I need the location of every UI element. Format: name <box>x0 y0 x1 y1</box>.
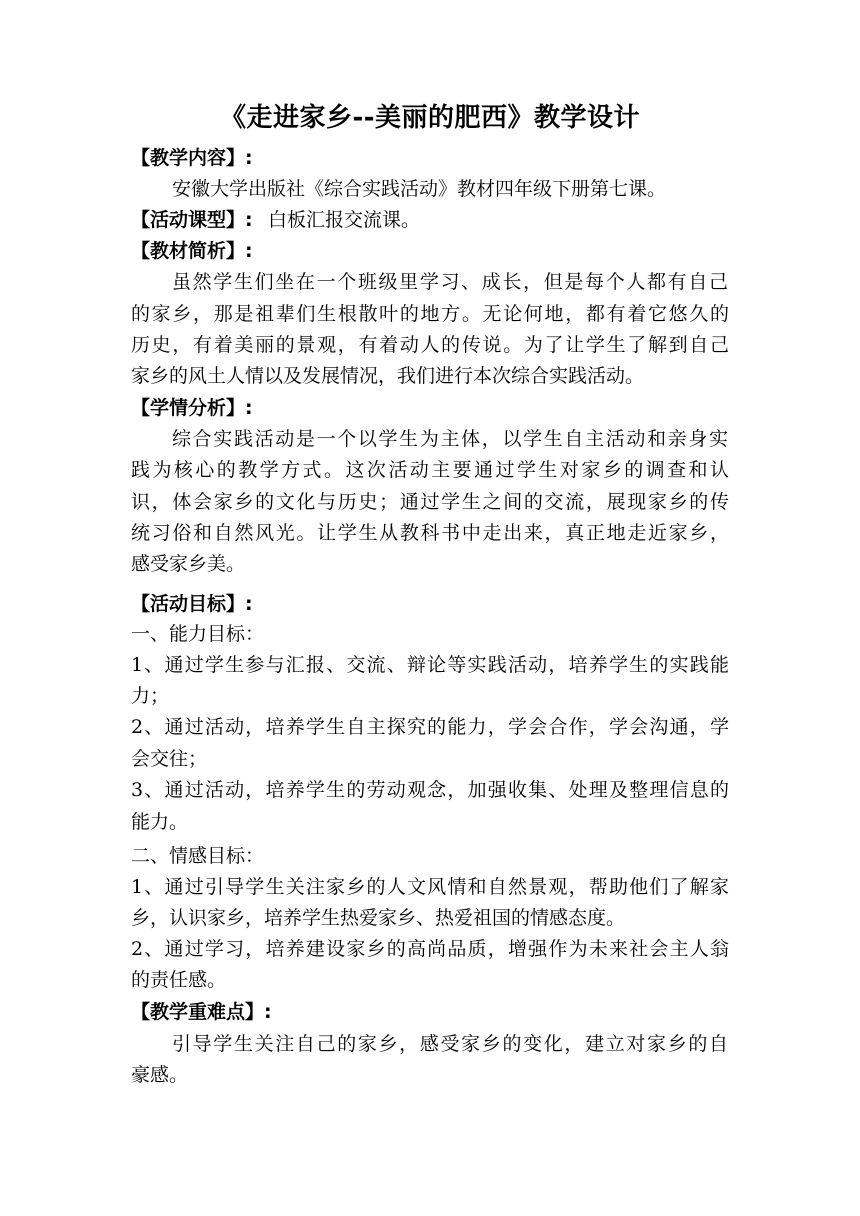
section-heading-material: 【教材简析】: <box>131 240 253 262</box>
material-paragraph-line: 家乡的风土人情以及发展情况，我们进行本次综合实践活动。 <box>131 365 645 387</box>
goal-item-line: 会交往； <box>131 748 208 770</box>
students-paragraph-line: 践为核心的教学方式。这次活动主要通过学生对家乡的调查和认 <box>131 459 729 481</box>
students-paragraph-line: 统习俗和自然风光。让学生从教科书中走出来，真正地走近家乡， <box>131 522 729 544</box>
goal-item-line: 1、通过引导学生关注家乡的人文风情和自然景观，帮助他们了解家 <box>131 876 729 898</box>
goal-item-line: 2、通过活动，培养学生自主探究的能力，学会合作，学会沟通，学 <box>131 716 729 738</box>
section-heading-students: 【学情分析】: <box>131 397 253 419</box>
ability-goals-title: 一、能力目标： <box>131 623 265 645</box>
goal-item-line: 能力。 <box>131 811 189 833</box>
content-text: 安徽大学出版社《综合实践活动》教材四年级下册第七课。 <box>172 178 667 200</box>
lesson-type-value: 白板汇报交流课。 <box>268 209 421 231</box>
goal-item-line: 乡，认识家乡，培养学生热爱家乡、热爱祖国的情感态度。 <box>131 907 626 929</box>
section-heading-lesson-type: 【活动课型】: <box>131 209 253 231</box>
goal-item-line: 2、通过学习，培养建设家乡的高尚品质，增强作为未来社会主人翁 <box>131 938 729 960</box>
section-heading-content: 【教学内容】: <box>131 147 253 169</box>
goal-item-line: 3、通过活动，培养学生的劳动观念，加强收集、处理及整理信息的 <box>131 779 729 801</box>
goal-item-line: 的责任感。 <box>131 969 227 991</box>
emotion-goals-title: 二、情感目标： <box>131 845 265 867</box>
section-heading-goals: 【活动目标】: <box>131 593 253 615</box>
key-points-line: 引导学生关注自己的家乡，感受家乡的变化，建立对家乡的自 <box>172 1033 728 1055</box>
material-paragraph-line: 虽然学生们坐在一个班级里学习、成长，但是每个人都有自己 <box>172 271 728 293</box>
students-paragraph-line: 感受家乡美。 <box>131 553 246 575</box>
goal-item-line: 力； <box>131 685 170 707</box>
section-heading-key-points: 【教学重难点】: <box>131 1001 272 1023</box>
goal-item-line: 1、通过学生参与汇报、交流、辩论等实践活动，培养学生的实践能 <box>131 654 729 676</box>
material-paragraph-line: 的家乡，那是祖辈们生根散叶的地方。无论何地，都有着它悠久的 <box>131 303 729 325</box>
material-paragraph-line: 历史，有着美丽的景观，有着动人的传说。为了让学生了解到自己 <box>131 334 729 356</box>
document-title: 《走进家乡--美丽的肥西》教学设计 <box>219 103 641 133</box>
students-paragraph-line: 识，体会家乡的文化与历史；通过学生之间的交流，展现家乡的传 <box>131 491 729 513</box>
students-paragraph-line: 综合实践活动是一个以学生为主体，以学生自主活动和亲身实 <box>172 428 728 450</box>
key-points-line: 豪感。 <box>131 1064 189 1086</box>
